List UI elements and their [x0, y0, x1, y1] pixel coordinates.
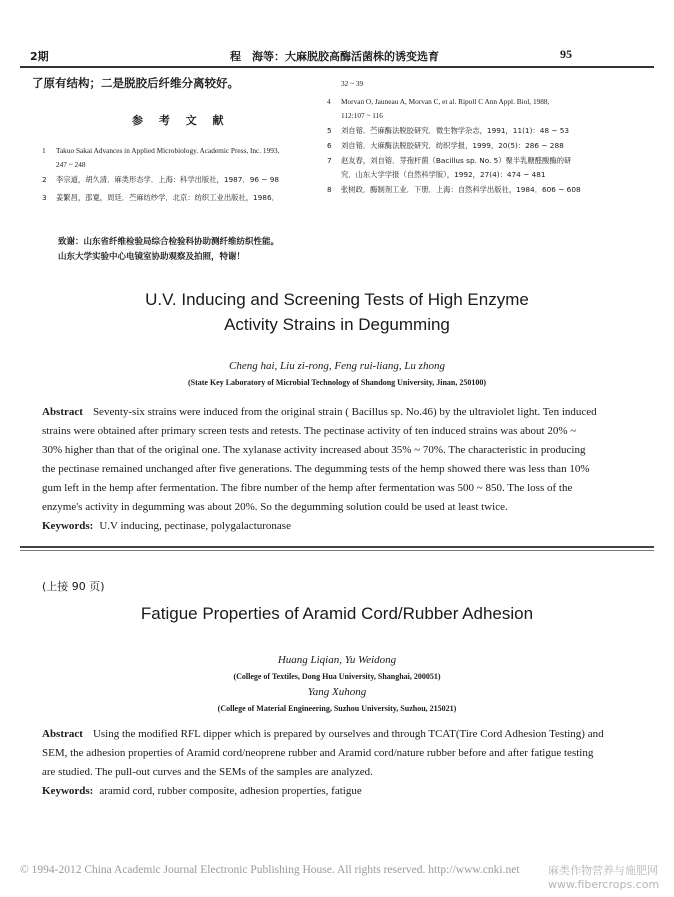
reference-text-cont: 247 ~ 248 — [56, 160, 86, 169]
watermark-text: 麻类作物营养与施肥网 www.fibercrops.com — [548, 864, 660, 891]
abstract-block — [42, 403, 602, 536]
abstract-line: SEM, the adhesion properties of Aramid cord/neoprene rubber and Aramid cord/nature rubber before and after fatigue testing — [42, 747, 594, 759]
abstract-block — [42, 725, 602, 801]
reference-number: 8 — [327, 185, 332, 194]
copyright-footer: © 1994-2012 China Academic Journal Electronic Publishing House. All rights reserved. http://www.cnki.net — [20, 864, 520, 876]
abstract-label: Abstract — [42, 728, 83, 740]
reference-number: 5 — [327, 126, 332, 135]
keywords-label: Keywords: — [42, 785, 94, 797]
article-title-line: U.V. Inducing and Screening Tests of High Enzyme — [145, 290, 529, 309]
reference-number: 4 — [327, 97, 331, 106]
reference-text: Morvan O, Jauneau A, Morvan C, et al. Ripoll C Ann Appl. Biol, 1988, — [341, 97, 550, 106]
abstract-line: Using the modified RFL dipper which is prepared by ourselves and through TCAT(Tire Cord Adhesion Testing) and — [92, 728, 604, 740]
issue-number: 2期 — [30, 50, 49, 63]
keywords-label: Keywords: — [42, 520, 94, 532]
reference-number: 2 — [42, 175, 47, 184]
reference-text: 张树政．酶制剂工业．下册．上海：自然科学出版社，1984．606 ~ 608 — [341, 185, 581, 194]
article-authors: Yang Xuhong — [307, 686, 367, 698]
keywords: U.V inducing, pectinase, polygalacturonase — [99, 520, 291, 532]
abstract-line: Seventy-six strains were induced from the original strain ( Bacillus sp. No.46) by the ultraviolet light. Ten induced — [92, 406, 597, 418]
reference-text: 赵友春，刘自镕．芽孢杆菌（Bacillus sp. No. 5）聚半乳糖醛酸酶的研 — [341, 156, 572, 165]
abstract-line: 30% higher than that of the original one. The xylanase activity increased about 35% ~ 70%. The characteristic in producing — [42, 444, 586, 456]
reference-number: 1 — [42, 146, 46, 155]
keywords: aramid cord, rubber composite, adhesion properties, fatigue — [99, 785, 362, 797]
reference-text: 刘自镕．大麻酶法脱胶研究．纺织学报，1999，20(5)：286 ~ 288 — [341, 141, 564, 150]
reference-number: 6 — [327, 141, 332, 150]
article-authors: Cheng hai, Liu zi-rong, Feng rui-liang, Lu zhong — [229, 360, 445, 372]
reference-number: 3 — [42, 193, 47, 202]
abstract-line: gum left in the hemp after fermentation. The fibre number of the hemp after fermentation was 500 ~ 850. The loss of the — [42, 482, 573, 494]
running-title: 程 海等：大麻脱胶高酶活菌株的诱变选育 — [230, 50, 439, 63]
article-title — [60, 287, 614, 337]
abstract-line: the pectinase remained unchanged after five generations. The degumming tests of the hemp showed there was less than 10% — [42, 463, 590, 475]
reference-text: 刘自镕．苎麻酶法脱胶研究．微生物学杂志，1991，11(1)：48 ~ 53 — [341, 126, 570, 135]
reference-text: 姜繁昌，邵寛，周廷．苎麻纺纱学．北京：纺织工业出版社，1986． — [56, 193, 279, 202]
article-affiliation: (College of Textiles, Dong Hua University, Shanghai, 200051) — [233, 672, 441, 681]
reference-number: 7 — [327, 156, 332, 165]
section-divider — [20, 550, 654, 551]
header-rule — [20, 66, 654, 68]
reference-text-cont: 究．山东大学学报（自然科学版），1992，27(4)：474 ~ 481 — [341, 170, 546, 179]
article-affiliation: (College of Material Engineering, Suzhou University, Suzhou, 215021) — [217, 704, 457, 713]
acknowledgement-line: 致谢：山东省纤维检验局综合检验科协助测纤维纺织性能。 — [58, 237, 280, 247]
reference-text: Takuo Sakai Advances in Applied Microbiology. Academic Press, Inc. 1993, — [56, 146, 280, 155]
article-title-line: Activity Strains in Degumming — [224, 315, 450, 334]
abstract-label: Abstract — [42, 406, 83, 418]
continued-from-label: (上接 90 页) — [42, 580, 105, 593]
abstract-line: are studied. The pull-out curves and the SEMs of the samples are analyzed. — [42, 766, 373, 778]
reference-text-cont: 32 ~ 39 — [341, 79, 364, 88]
abstract-line: enzyme's activity in degumming was about 20%. So the degumming solution could be used at least twice. — [42, 501, 508, 513]
references-heading: 参 考 文 献 — [132, 114, 230, 127]
article-affiliation: (State Key Laboratory of Microbial Technology of Shandong University, Jinan, 250100) — [187, 378, 487, 387]
abstract-line: strains were obtained after primary screen tests and retests. The pectinase activity of ten induced strains was about 20% ~ — [42, 425, 577, 437]
section-divider — [20, 546, 654, 548]
body-text-line: 了原有结构；二是脱胶后纤维分离较好。 — [32, 76, 239, 90]
page-number: 95 — [560, 47, 572, 61]
article-authors: Huang Liqian, Yu Weidong — [277, 654, 397, 666]
reference-text: 李宗道，胡久清．麻类形态学．上海：科学出版社，1987．96 ~ 98 — [56, 175, 280, 184]
acknowledgement-line: 山东大学实验中心电镜室协助观察及拍照，特谢！ — [58, 252, 246, 262]
reference-text-cont: 112:107 ~ 116 — [341, 111, 383, 120]
article-title: Fatigue Properties of Aramid Cord/Rubber Adhesion — [140, 604, 534, 623]
